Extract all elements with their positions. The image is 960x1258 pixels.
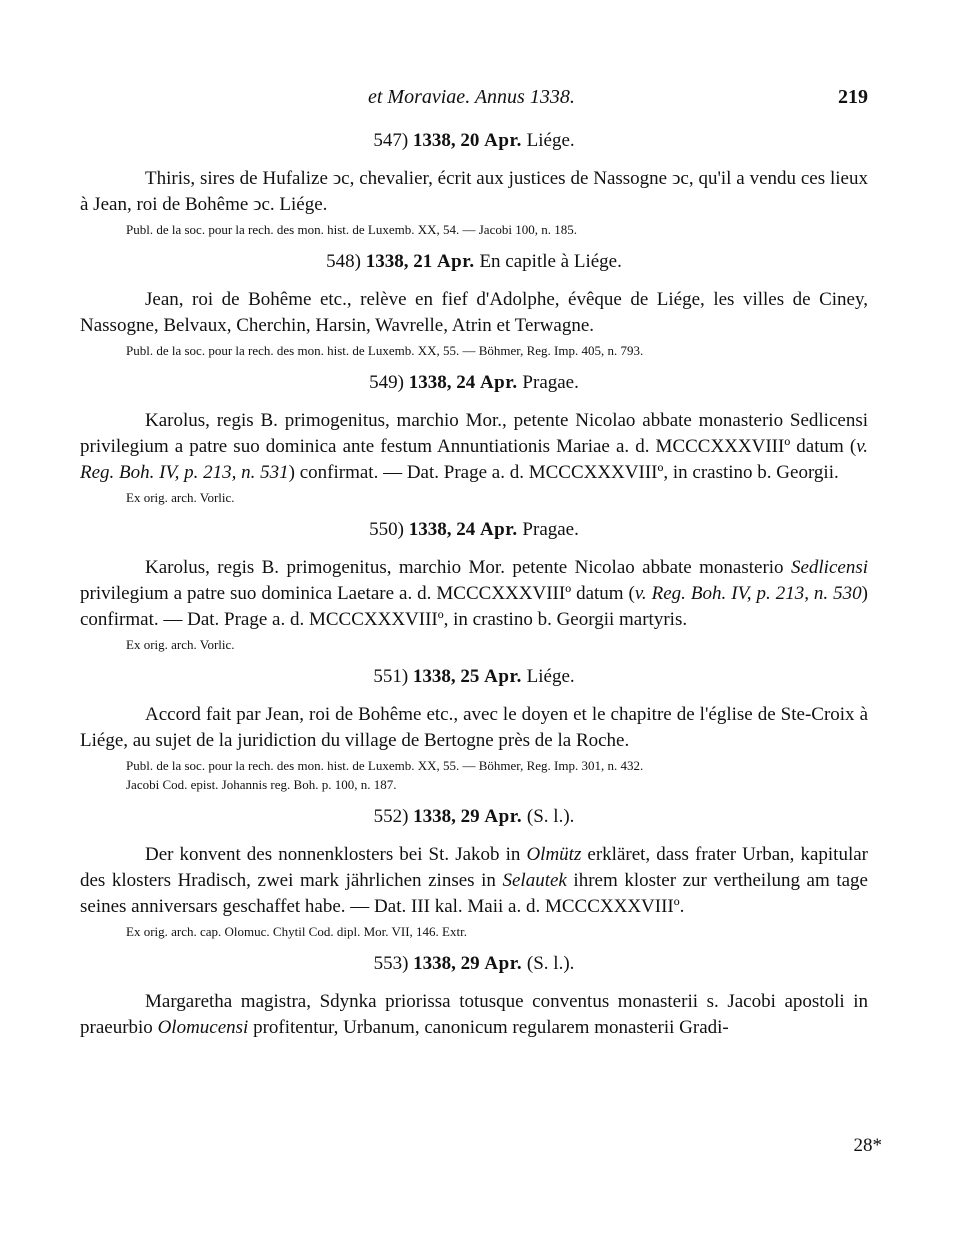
entry-heading: [80, 372, 868, 394]
entry-place: Liége.: [526, 666, 575, 687]
entry-date: 1338, 24: [408, 372, 476, 393]
body-placename: Sedlicensi: [790, 557, 868, 578]
entry-548: [80, 251, 868, 360]
entry-heading: [80, 806, 868, 828]
entry-place: Pragae.: [522, 519, 579, 540]
entry-body: [80, 555, 868, 633]
entry-heading: [80, 666, 868, 688]
body-citation: v. Reg. Boh. IV, p. 213, n. 530: [634, 583, 862, 604]
entry-month: Apr.: [479, 372, 518, 393]
entry-month: Apr.: [436, 251, 475, 272]
entry-number: 547): [373, 130, 409, 151]
body-text: profitentur, Urbanum, canonicum regularem monasterii Gradi-: [248, 1017, 729, 1038]
entry-body: Thiris, sires de Hufalize ↄc, chevalier, écrit aux justices de Nassogne ↄc, qu'il a vendu ces lieux à Jean, roi de Bohême ↄc. Liége.: [80, 168, 868, 215]
entry-place: Pragae.: [522, 372, 579, 393]
entry-source: Jacobi Cod. epist. Johannis reg. Boh. p. 100, n. 187.: [126, 777, 397, 792]
entry-source: Ex orig. arch. cap. Olomuc. Chytil Cod. dipl. Mor. VII, 146. Extr.: [126, 924, 467, 939]
entry-body: [80, 408, 868, 486]
entry-heading: [80, 130, 868, 152]
entry-month: Apr.: [484, 953, 523, 974]
body-text: Margaretha magistra, Sdynka priorissa totusque conventus monasterii s. Jacobi apostoli in praeurbio: [80, 991, 868, 1038]
entry-553: [80, 953, 868, 1041]
entry-heading: [80, 953, 868, 975]
entry-heading: [80, 519, 868, 541]
entry-552: [80, 806, 868, 941]
body-text: ) confirmat. — Dat. Prage a. d. MCCCXXXVIIIº, in crastino b. Georgii martyris.: [80, 583, 868, 630]
body-placename: Olmütz: [526, 844, 582, 865]
entry-body: Jean, roi de Bohême etc., relève en fief d'Adolphe, évêque de Liége, les villes de Ciney, Nassogne, Belvaux, Cherchin, Harsin, Wavrelle, Atrin et Terwagne.: [80, 289, 868, 336]
entry-place: Liége.: [526, 130, 575, 151]
entry-date: 1338, 29: [413, 806, 480, 827]
running-header: [80, 86, 868, 118]
entry-number: 548): [326, 251, 361, 272]
body-citation: v. Reg. Boh. IV, p. 213, n. 531: [80, 436, 868, 483]
signature-mark: 28*: [853, 1135, 882, 1156]
entry-date: 1338, 20: [412, 130, 480, 151]
entry-date: 1338, 24: [408, 519, 476, 540]
entry-number: 550): [369, 519, 404, 540]
entry-body: [80, 842, 868, 920]
entry-number: 549): [369, 372, 404, 393]
entry-place: (S. l.).: [526, 806, 575, 827]
entry-source: Publ. de la soc. pour la rech. des mon. hist. de Luxemb. XX, 55. — Böhmer, Reg. Imp. 301, n. 432.: [126, 758, 644, 773]
entry-source: Ex orig. arch. Vorlic.: [126, 637, 235, 652]
entry-month: Apr.: [479, 519, 518, 540]
entry-month: Apr.: [484, 806, 523, 827]
entry-heading: [80, 251, 868, 273]
entry-number: 553): [373, 953, 409, 974]
entry-550: [80, 519, 868, 654]
entry-month: Apr.: [484, 130, 522, 151]
entry-body: Accord fait par Jean, roi de Bohême etc., avec le doyen et le chapitre de l'église de Ste-Croix à Liége, au sujet de la juridiction du village de Bertogne près de la Roche.: [80, 704, 868, 751]
body-placename: Selautek: [502, 870, 567, 891]
entry-source: Publ. de la soc. pour la rech. des mon. hist. de Luxemb. XX, 55. — Böhmer, Reg. Imp. 405, n. 793.: [126, 343, 644, 358]
entry-month: Apr.: [484, 666, 522, 687]
entry-number: 552): [373, 806, 409, 827]
body-text: ) confirmat. — Dat. Prage a. d. MCCCXXXVIIIº, in crastino b. Georgii.: [288, 462, 839, 483]
entry-source: Publ. de la soc. pour la rech. des mon. hist. de Luxemb. XX, 54. — Jacobi 100, n. 185.: [126, 222, 577, 237]
body-text: ihrem kloster zur vertheilung am tage seines anniversars geschaffet habe. — Dat. III kal. Maii a. d. MCCCXXXVIIIº.: [80, 870, 868, 917]
body-placename: Olomucensi: [157, 1017, 249, 1038]
body-text: Der konvent des nonnenklosters bei St. Jakob in: [145, 844, 527, 865]
entry-source: Ex orig. arch. Vorlic.: [126, 490, 235, 505]
entry-place: (S. l.).: [526, 953, 575, 974]
entry-date: 1338, 29: [413, 953, 480, 974]
entry-547: [80, 130, 868, 239]
entry-date: 1338, 25: [412, 666, 480, 687]
entry-body: [80, 989, 868, 1041]
page-number: 219: [838, 86, 868, 108]
entry-551: [80, 666, 868, 794]
body-text: privilegium a patre suo dominica Laetare a. d. MCCCXXXVIIIº datum (: [80, 583, 635, 604]
entry-549: [80, 372, 868, 507]
entry-place: En capitle à Liége.: [479, 251, 622, 272]
body-text: erkläret, dass frater Urban, kapitular des klosters Hradisch, zwei mark jährlichen zinses in: [80, 844, 868, 891]
entry-date: 1338, 21: [365, 251, 433, 272]
entry-number: 551): [373, 666, 409, 687]
body-text: Karolus, regis B. primogenitus, marchio Mor. petente Nicolao abbate monasterio: [145, 557, 791, 578]
document-page: [80, 86, 868, 1041]
running-title: et Moraviae. Annus 1338.: [368, 86, 575, 108]
body-text: Karolus, regis B. primogenitus, marchio Mor., petente Nicolao abbate monasterio Sedlicensi privilegium a patre suo dominica ante festum Annuntiationis Mariae a. d. MCCCXXXVIIIº datum (: [80, 410, 868, 457]
